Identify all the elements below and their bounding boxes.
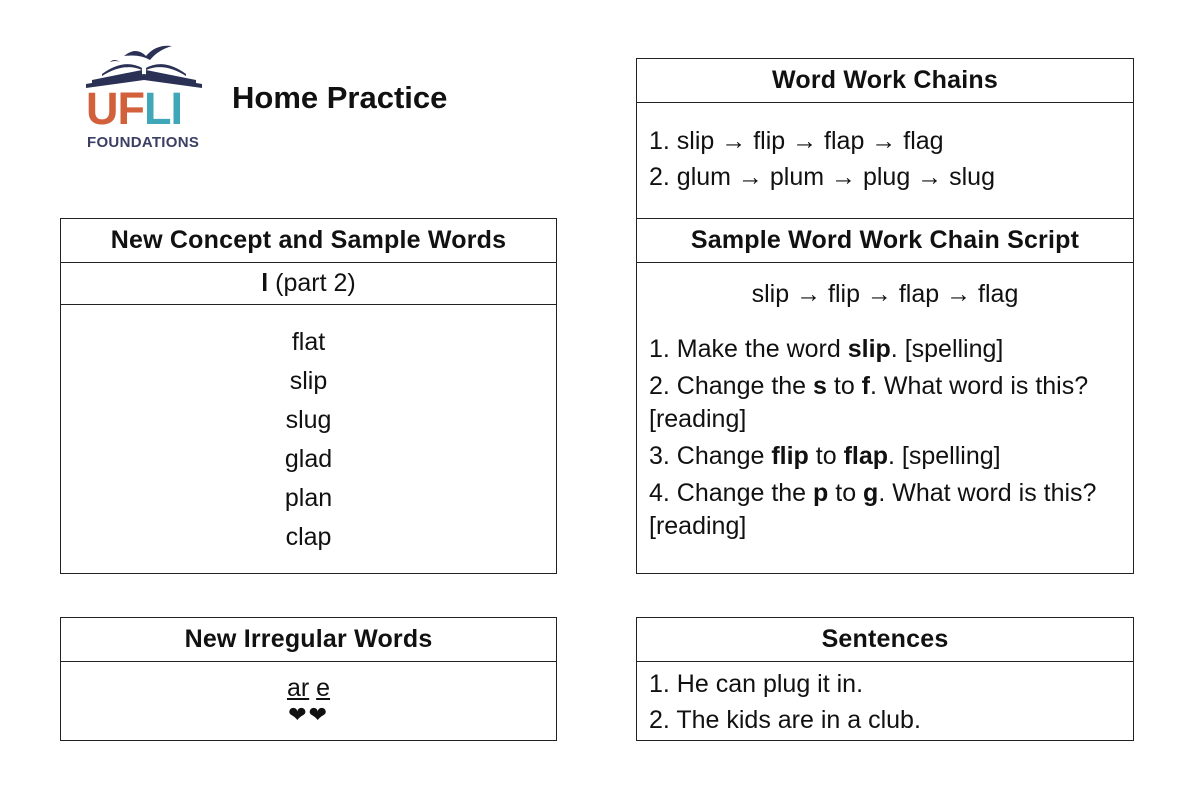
sample-word: glad — [284, 445, 333, 473]
sample-word: clap — [285, 523, 332, 551]
page-title: Home Practice — [232, 80, 448, 115]
concept-letter: l — [261, 269, 269, 297]
irregular-word — [61, 662, 556, 702]
sample-word: plan — [284, 484, 333, 512]
sample-word: flat — [291, 328, 326, 356]
script-step: 1. Make the word slip. [spelling] — [649, 335, 1004, 363]
logo-letter-u: U — [86, 83, 118, 134]
script-chain: slip → flip → flap → flag — [751, 280, 1019, 308]
sentence-item: 2. The kids are in a club. — [649, 706, 921, 734]
logo-letter-l: L — [144, 83, 171, 134]
irregular-heading: New Irregular Words — [61, 618, 556, 662]
sample-word: slip — [289, 367, 328, 395]
logo-subtitle: FOUNDATIONS — [87, 134, 200, 151]
irregular-box — [60, 617, 557, 741]
chain-item: 2. glum → plum → plug → slug — [649, 163, 995, 191]
sentences-box — [636, 617, 1134, 741]
sentences-heading: Sentences — [637, 618, 1133, 662]
chain-item: 1. slip → flip → flap → flag — [649, 127, 944, 155]
logo-letter-i: I — [170, 83, 183, 134]
heart-icons: ❤❤ — [288, 702, 329, 727]
concept-part: (part 2) — [268, 269, 356, 297]
script-step: 3. Change flip to flap. [spelling] — [649, 442, 1001, 470]
chains-heading: Word Work Chains — [637, 59, 1133, 103]
sample-word: slug — [285, 406, 332, 434]
script-steps — [637, 311, 1133, 543]
chains-box — [636, 58, 1134, 219]
irregular-word-part1: ar — [286, 674, 310, 702]
chains-list — [637, 103, 1133, 195]
sentences-list — [637, 662, 1133, 738]
ufli-logo — [84, 40, 204, 156]
script-step: 4. Change the p to g. What word is this? [reading] — [649, 479, 1097, 540]
concept-label — [61, 263, 556, 305]
script-step: 2. Change the s to f. What word is this? [reading] — [649, 372, 1089, 433]
sample-words-list — [61, 305, 556, 557]
concept-heading: New Concept and Sample Words — [61, 219, 556, 263]
concept-box — [60, 218, 557, 574]
script-heading: Sample Word Work Chain Script — [637, 219, 1133, 263]
logo-letters — [86, 84, 182, 134]
logo-letter-f: F — [117, 83, 144, 134]
script-box — [636, 218, 1134, 574]
irregular-word-part2: e — [316, 674, 331, 702]
sentence-item: 1. He can plug it in. — [649, 670, 864, 698]
